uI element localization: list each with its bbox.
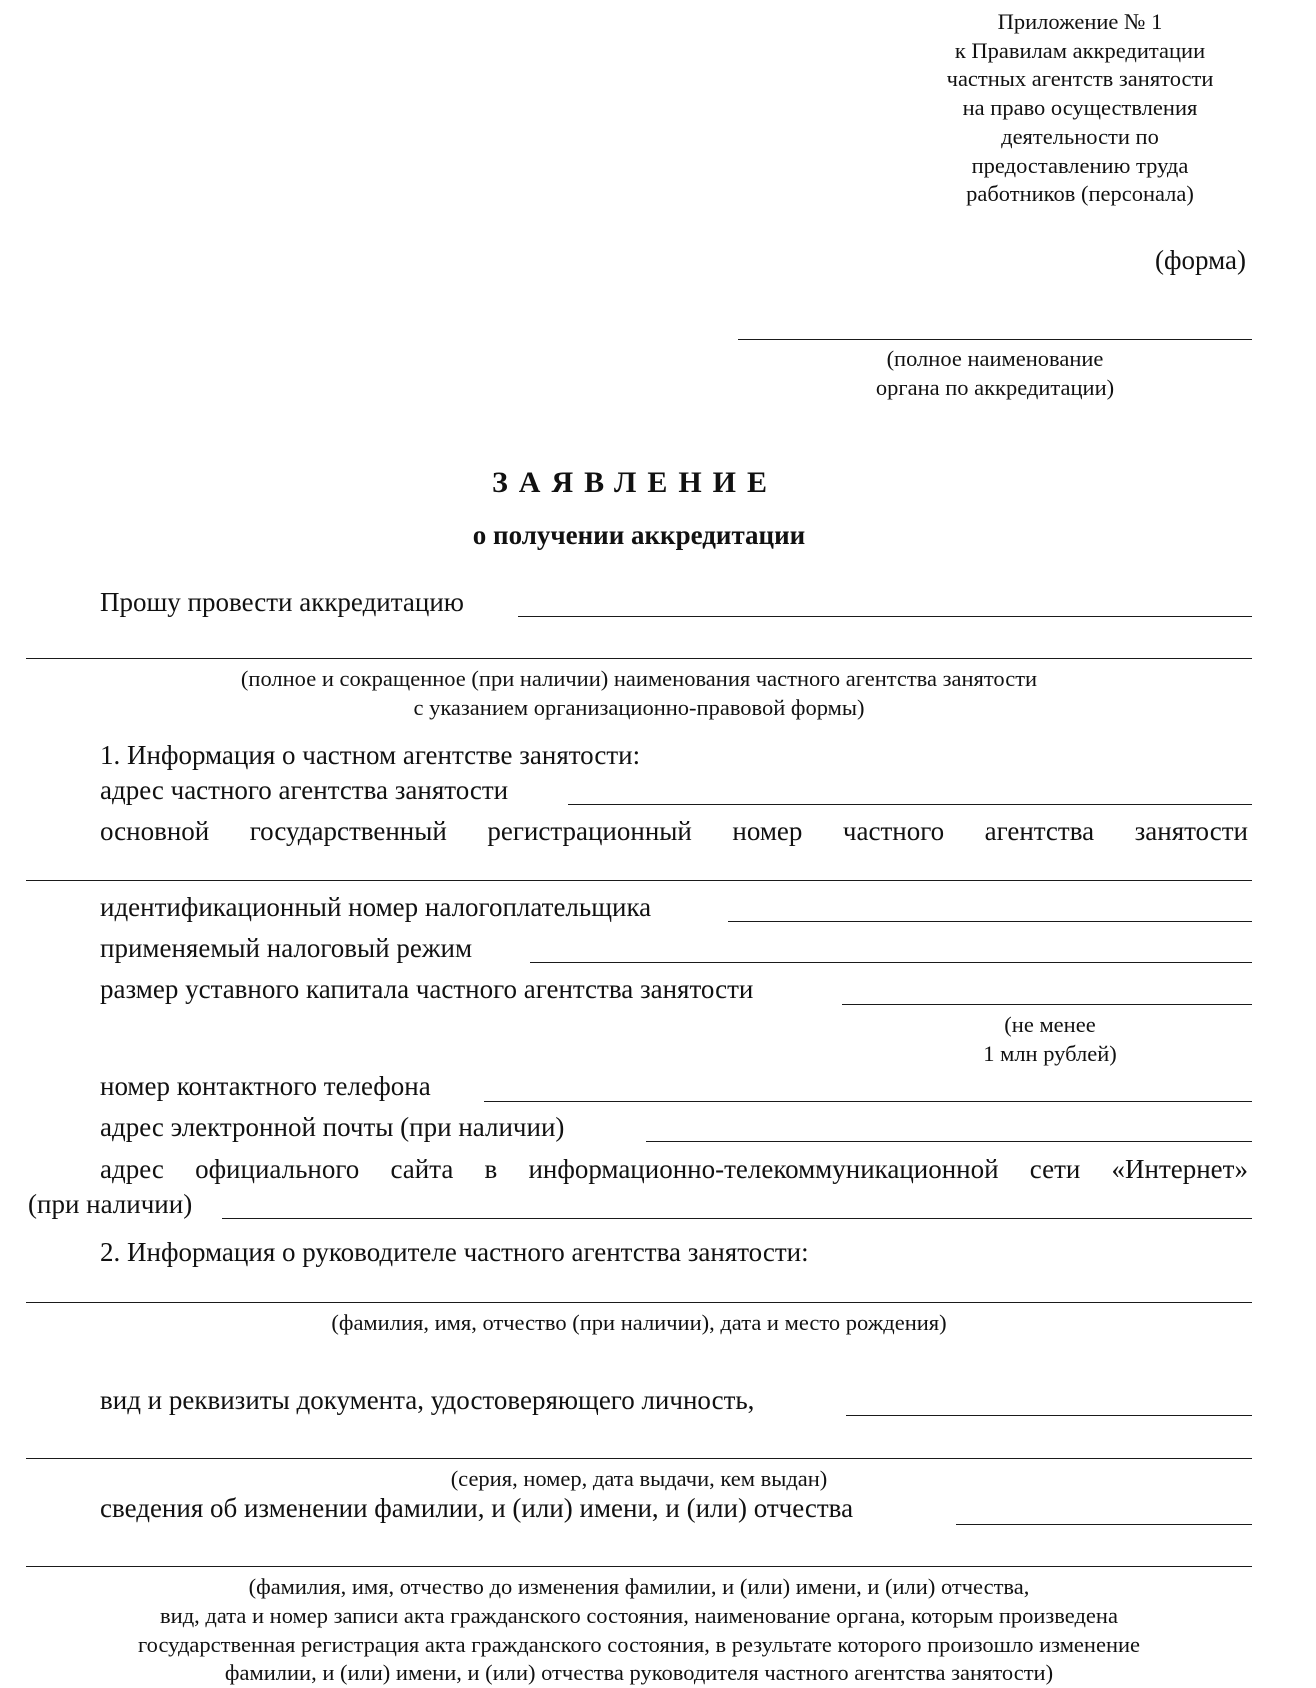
website-word: информационно-телекоммуникационной [528, 1154, 999, 1184]
capital-note-line1: (не менее [1004, 1012, 1096, 1037]
address-field[interactable] [568, 804, 1252, 805]
inn-label: идентификационный номер налогоплательщика [100, 892, 652, 922]
ogrn-word: номер [732, 816, 803, 846]
appendix-line: частных агентств занятости [946, 66, 1214, 92]
website-word: сайта [390, 1154, 454, 1184]
authority-caption-line2: органа по аккредитации) [875, 375, 1115, 400]
document-title: ЗАЯВЛЕНИЕ [491, 466, 779, 499]
website-label-continued: (при наличии) [28, 1189, 193, 1219]
document-subtitle: о получении аккредитации [472, 520, 806, 550]
capital-label: размер уставного капитала частного агентства занятости [100, 974, 754, 1004]
id-document-caption: (серия, номер, дата выдачи, кем выдан) [450, 1466, 828, 1491]
ogrn-word: государственный [249, 816, 447, 846]
request-label: Прошу провести аккредитацию [100, 587, 464, 617]
name-change-caption-line3: государственная регистрация акта гражданского состояния, в результате которого произошло изменение [137, 1632, 1141, 1657]
phone-field[interactable] [484, 1101, 1252, 1102]
appendix-line: Приложение № 1 [997, 9, 1163, 34]
website-word: официального [195, 1154, 360, 1184]
website-word: адрес [100, 1154, 164, 1184]
tax-regime-label: применяемый налоговый режим [100, 933, 473, 963]
form-label: (форма) [1155, 245, 1246, 275]
website-word: в [484, 1154, 498, 1184]
ogrn-word: занятости [1134, 816, 1248, 846]
id-document-label: вид и реквизиты документа, удостоверяющего личность, [100, 1385, 755, 1415]
website-word: «Интернет» [1111, 1154, 1248, 1184]
agency-name-field-continued[interactable] [26, 658, 1252, 659]
ogrn-word: основной [100, 816, 210, 846]
director-fio-field[interactable] [26, 1302, 1252, 1303]
section2-heading: 2. Информация о руководителе частного агентства занятости: [100, 1237, 809, 1267]
appendix-line: работников (персонала) [966, 181, 1194, 207]
agency-name-caption-line1: (полное и сокращенное (при наличии) наименования частного агентства занятости [240, 666, 1038, 691]
authority-caption-line1: (полное наименование [886, 346, 1104, 371]
ogrn-field[interactable] [26, 880, 1252, 881]
name-change-caption-line4: фамилии, и (или) имени, и (или) отчества руководителя частного агентства занятости) [224, 1660, 1054, 1685]
ogrn-word: частного [842, 816, 945, 846]
inn-field[interactable] [728, 921, 1252, 922]
name-change-caption-line2: вид, дата и номер записи акта гражданского состояния, наименование органа, которым произведена [160, 1603, 1118, 1628]
email-label: адрес электронной почты (при наличии) [100, 1112, 565, 1142]
website-field[interactable] [222, 1218, 1252, 1219]
id-document-field[interactable] [846, 1415, 1252, 1416]
capital-note-line2: 1 млн рублей) [983, 1041, 1117, 1066]
email-field[interactable] [646, 1141, 1252, 1142]
name-change-field-continued[interactable] [26, 1566, 1252, 1567]
ogrn-word: регистрационный [487, 816, 692, 846]
agency-name-field[interactable] [518, 616, 1252, 617]
name-change-field[interactable] [956, 1524, 1252, 1525]
name-change-label: сведения об изменении фамилии, и (или) имени, и (или) отчества [100, 1493, 854, 1523]
appendix-line: к Правилам аккредитации [954, 37, 1206, 63]
section1-heading: 1. Информация о частном агентстве занятости: [100, 740, 641, 770]
address-label: адрес частного агентства занятости [100, 775, 509, 805]
tax-regime-field[interactable] [530, 962, 1252, 963]
appendix-line: деятельности по [1001, 123, 1159, 149]
director-fio-caption: (фамилия, имя, отчество (при наличии), дата и место рождения) [331, 1310, 947, 1335]
name-change-caption-line1: (фамилия, имя, отчество до изменения фамилии, и (или) имени, и (или) отчества, [248, 1574, 1030, 1599]
appendix-header [920, 8, 1240, 209]
phone-label: номер контактного телефона [100, 1071, 431, 1101]
capital-field[interactable] [842, 1004, 1252, 1005]
ogrn-word: агентства [984, 816, 1095, 846]
authority-name-field[interactable] [738, 339, 1252, 340]
agency-name-caption-line2: с указанием организационно-правовой формы) [413, 695, 865, 720]
website-label [100, 1153, 1248, 1185]
website-word: сети [1029, 1154, 1081, 1184]
appendix-line: предоставлению труда [971, 152, 1189, 178]
id-document-field-continued[interactable] [26, 1458, 1252, 1459]
ogrn-label [100, 815, 1248, 847]
appendix-line: на право осуществления [962, 95, 1198, 121]
